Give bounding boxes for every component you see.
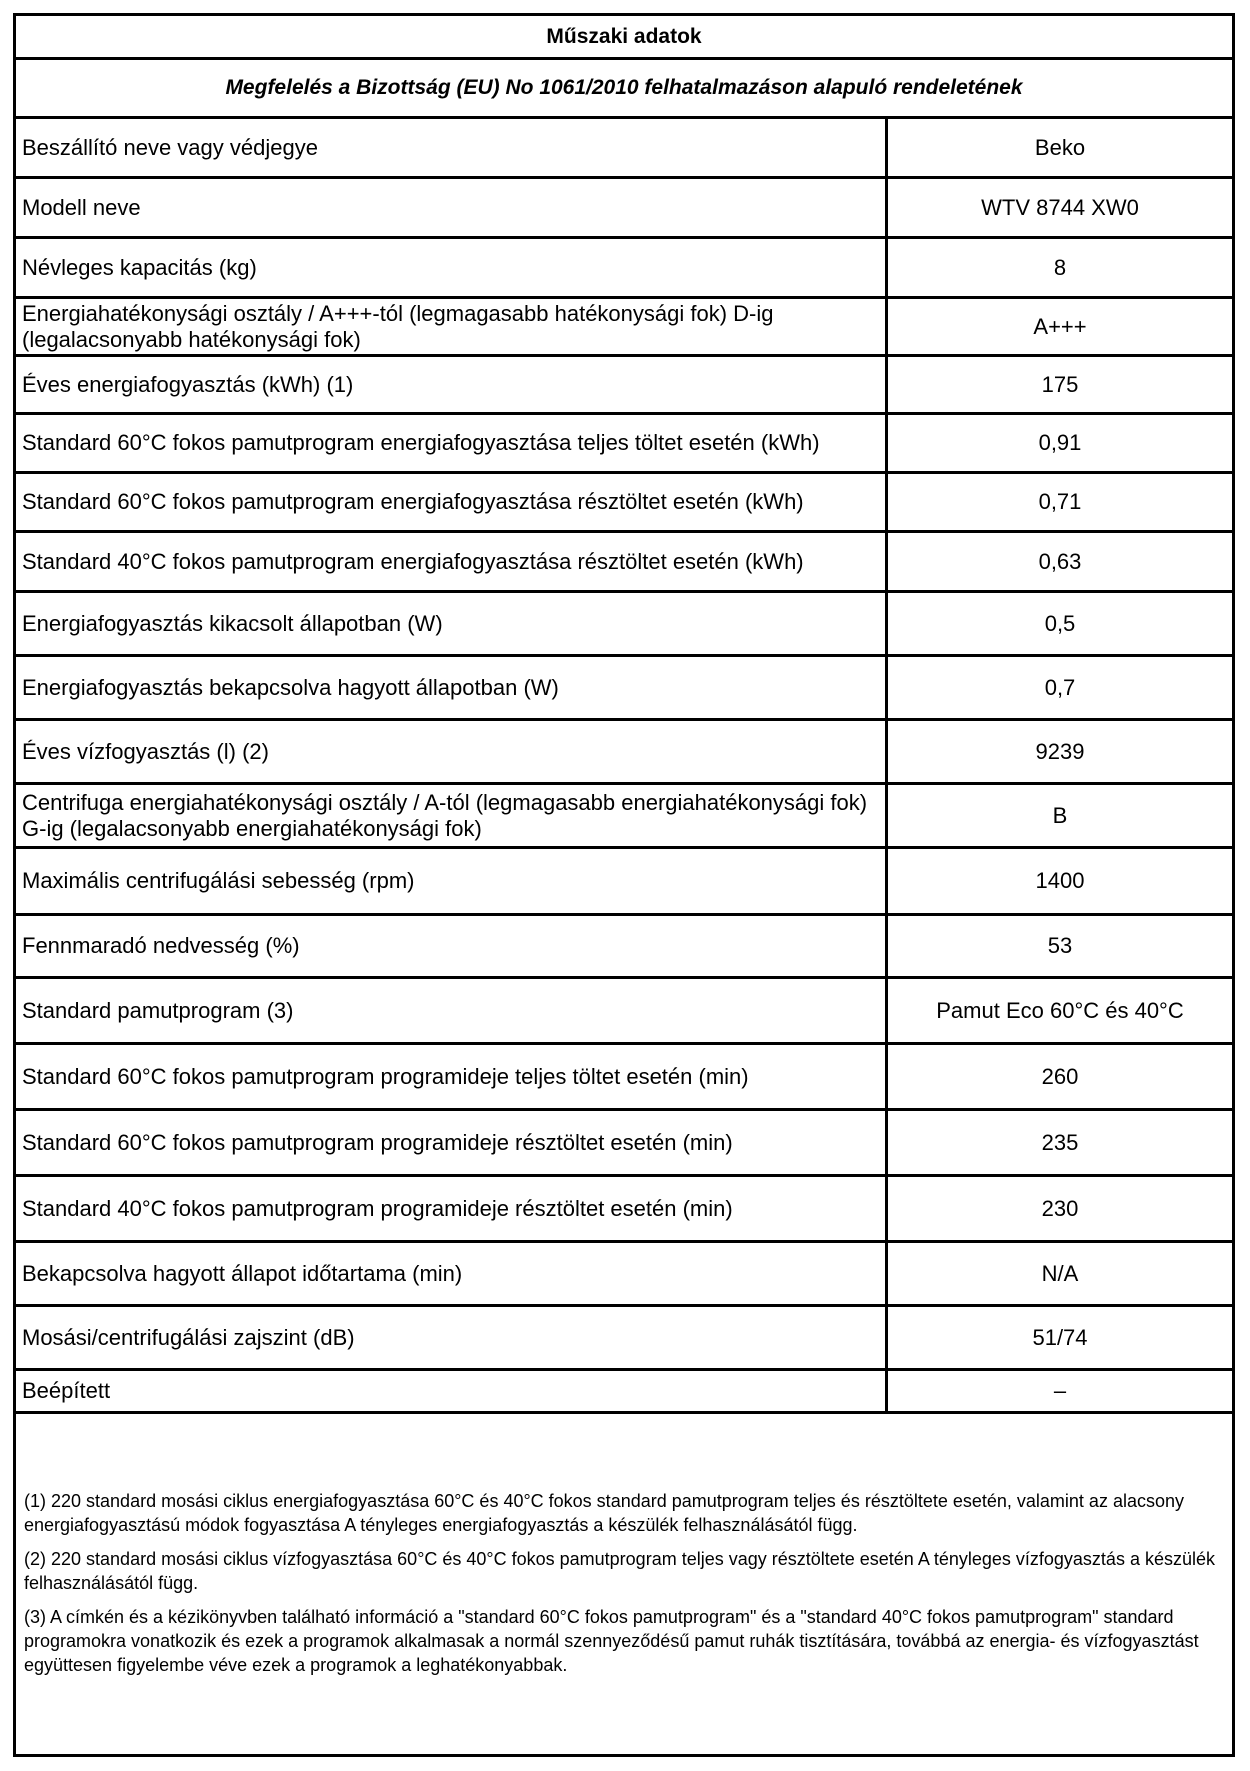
table-row xyxy=(16,785,1232,849)
technical-data-sheet xyxy=(13,13,1235,1757)
row-value: 53 xyxy=(1047,933,1073,958)
row-label: Beépített xyxy=(16,1371,888,1411)
row-label: Standard 40°C fokos pamutprogram energiafogyasztása résztöltet esetén (kWh) xyxy=(16,533,888,590)
table-row xyxy=(16,1371,1232,1414)
footnote-2: (2) 220 standard mosási ciklus vízfogyasztása 60°C és 40°C fokos pamutprogram teljes vagy résztöltete esetén A tényleges vízfogyasztás a készülék felhasználásától függ. xyxy=(24,1549,1215,1593)
row-value: Beko xyxy=(1034,134,1086,160)
row-value: 51/74 xyxy=(1032,1324,1088,1350)
row-value: 0,63 xyxy=(1038,548,1082,574)
row-label: Standard 60°C fokos pamutprogram programideje teljes töltet esetén (min) xyxy=(16,1045,888,1108)
table-row xyxy=(16,721,1232,785)
row-value: WTV 8744 XW0 xyxy=(981,194,1139,220)
row-value: 0,91 xyxy=(1038,430,1082,455)
row-value: – xyxy=(1053,1378,1067,1403)
row-label: Bekapcsolva hagyott állapot időtartama (min) xyxy=(16,1243,888,1304)
footnote-1: (1) 220 standard mosási ciklus energiafogyasztása 60°C és 40°C fokos standard pamutprogram teljes és résztöltete esetén, valamint az alacsony energiafogyasztású módok fogyasztása A tényleges energiafogyasztás a készülék felhasználásától függ. xyxy=(24,1491,1184,1535)
row-value: 175 xyxy=(1041,371,1079,397)
table-row xyxy=(16,1045,1232,1111)
table-row xyxy=(16,179,1232,239)
row-value: 0,7 xyxy=(1044,674,1076,700)
table-row xyxy=(16,357,1232,415)
row-value: 0,71 xyxy=(1038,489,1082,514)
row-value: 0,5 xyxy=(1044,610,1076,636)
row-label: Fennmaradó nedvesség (%) xyxy=(16,916,888,976)
row-value: 230 xyxy=(1041,1195,1079,1221)
row-label: Standard pamutprogram (3) xyxy=(16,979,888,1042)
row-value: N/A xyxy=(1041,1260,1079,1286)
table-row xyxy=(16,849,1232,916)
table-row xyxy=(16,474,1232,533)
row-label: Centrifuga energiahatékonysági osztály / A-tól (legmagasabb energiahatékonysági fok) G-ig (legalacsonyabb energiahatékonysági fok) xyxy=(16,785,888,846)
row-label: Energiahatékonysági osztály / A+++-tól (legmagasabb hatékonysági fok) D-ig (legalacsonyabb hatékonysági fok) xyxy=(16,299,888,354)
row-label: Energiafogyasztás bekapcsolva hagyott állapotban (W) xyxy=(16,657,888,718)
table-row xyxy=(16,119,1232,179)
table-row xyxy=(16,1307,1232,1371)
regulation-subtitle: Megfelelés a Bizottság (EU) No 1061/2010 felhatalmazáson alapuló rendeletének xyxy=(16,60,1232,119)
row-label: Éves vízfogyasztás (l) (2) xyxy=(16,721,888,782)
row-value: Pamut Eco 60°C és 40°C xyxy=(936,997,1184,1023)
row-label: Mosási/centrifugálási zajszint (dB) xyxy=(16,1307,888,1368)
row-label: Standard 60°C fokos pamutprogram programideje résztöltet esetén (min) xyxy=(16,1111,888,1174)
table-row xyxy=(16,533,1232,593)
footnotes xyxy=(16,1473,1232,1687)
row-label: Energiafogyasztás kikacsolt állapotban (W) xyxy=(16,593,888,654)
row-value: B xyxy=(1052,802,1068,828)
row-value: 260 xyxy=(1041,1063,1079,1089)
table-row xyxy=(16,1177,1232,1243)
sheet-title: Műszaki adatok xyxy=(16,16,1232,60)
row-value: 8 xyxy=(1053,254,1067,280)
row-label: Maximális centrifugálási sebesség (rpm) xyxy=(16,849,888,913)
table-row xyxy=(16,1243,1232,1307)
table-row xyxy=(16,916,1232,979)
table-row xyxy=(16,415,1232,474)
row-label: Beszállító neve vagy védjegye xyxy=(16,119,888,176)
table-row xyxy=(16,593,1232,657)
table-row xyxy=(16,299,1232,357)
table-row xyxy=(16,239,1232,299)
row-label: Modell neve xyxy=(16,179,888,236)
row-label: Névleges kapacitás (kg) xyxy=(16,239,888,296)
row-value: A+++ xyxy=(1033,313,1087,339)
row-label: Standard 60°C fokos pamutprogram energiafogyasztása résztöltet esetén (kWh) xyxy=(16,474,888,530)
table-row xyxy=(16,979,1232,1045)
row-value: 235 xyxy=(1041,1129,1079,1155)
row-label: Éves energiafogyasztás (kWh) (1) xyxy=(16,357,888,412)
table-row xyxy=(16,657,1232,721)
row-value: 9239 xyxy=(1035,738,1085,764)
row-label: Standard 40°C fokos pamutprogram programideje résztöltet esetén (min) xyxy=(16,1177,888,1240)
row-value: 1400 xyxy=(1035,868,1085,893)
footnote-3: (3) A címkén és a kézikönyvben található információ a "standard 60°C fokos pamutprogram" és a "standard 40°C fokos pamutprogram" standard programokra vonatkozik és ezek a programok alkalmasak a normál szennyeződésű pamut ruhák tisztítására, továbbá az energia- és vízfogyasztást együttesen figyelembe véve ezek a programok a leghatékonyabbak. xyxy=(24,1607,1199,1675)
row-label: Standard 60°C fokos pamutprogram energiafogyasztása teljes töltet esetén (kWh) xyxy=(16,415,888,471)
table-row xyxy=(16,1111,1232,1177)
